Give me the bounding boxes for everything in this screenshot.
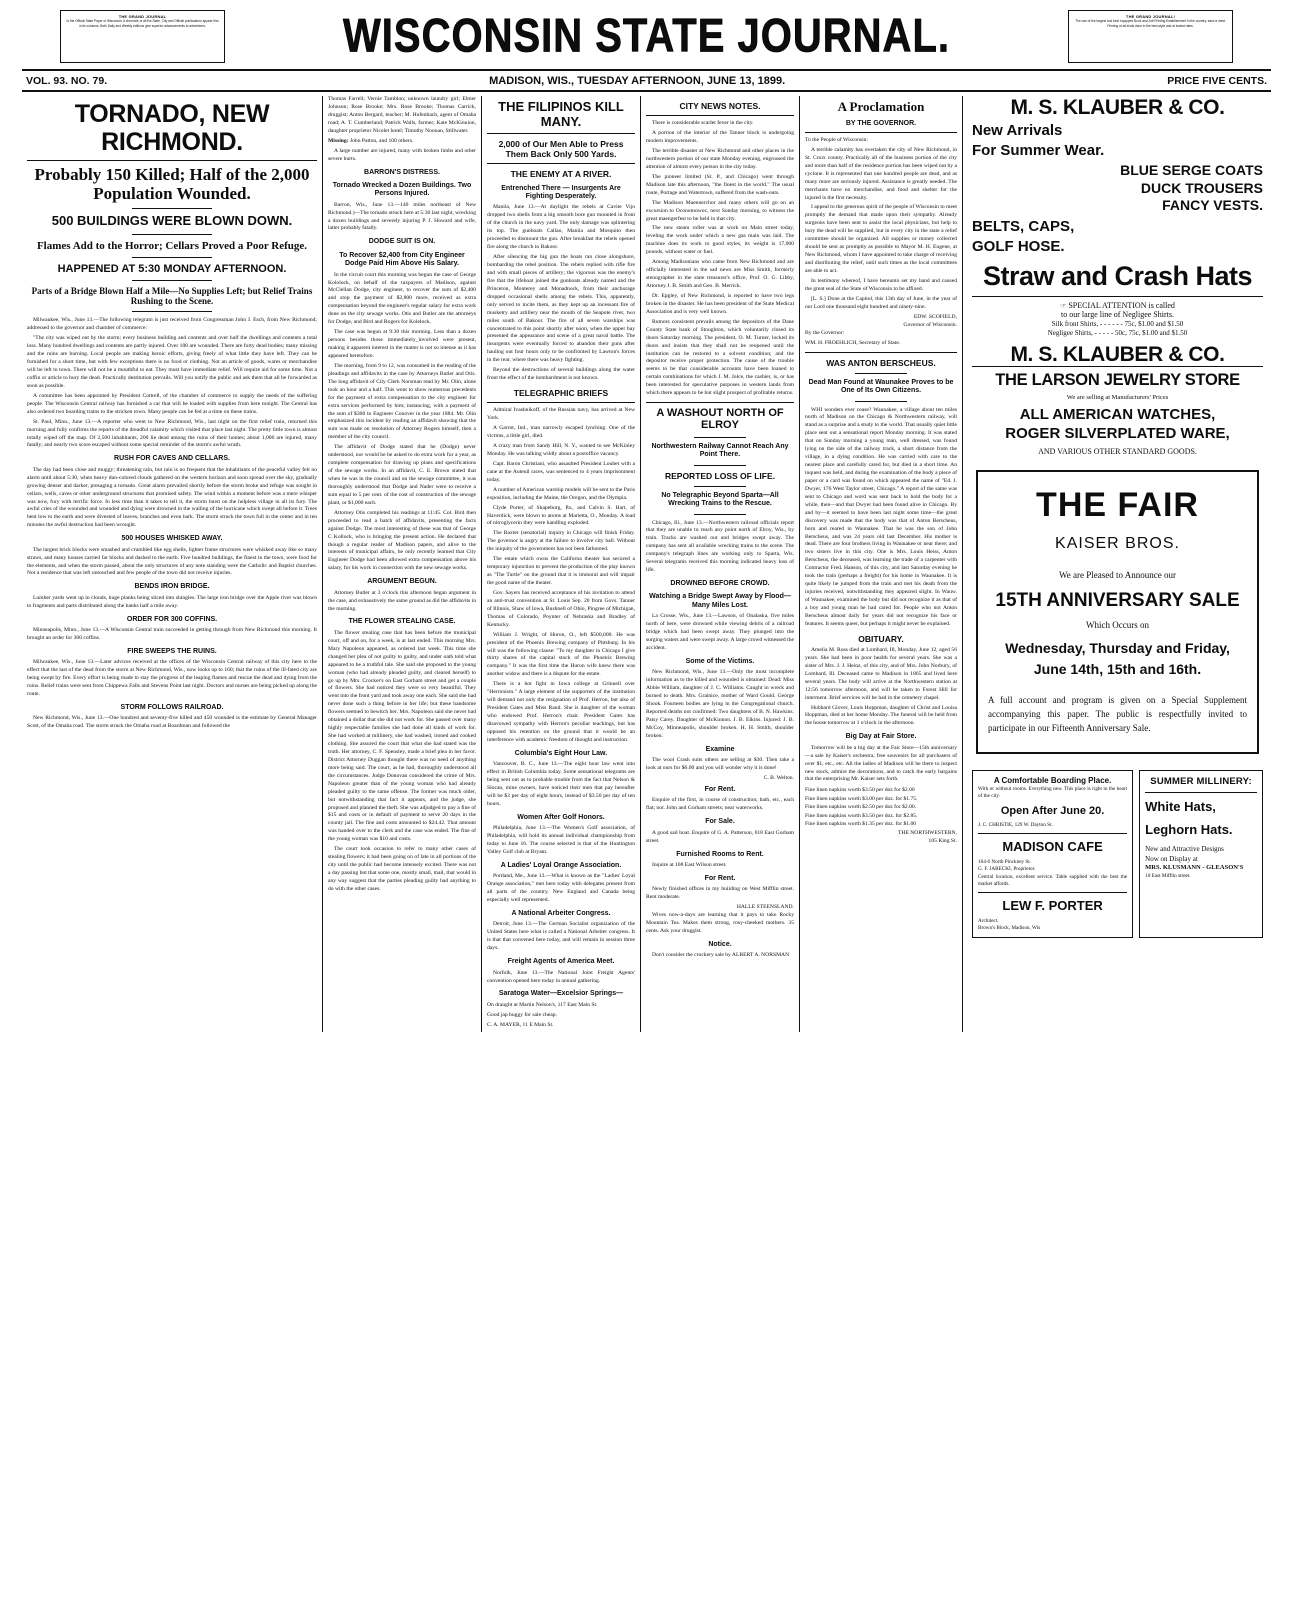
subhead-orange-association: A Ladies' Loyal Orange Association. [500,861,622,869]
subhead-dodge-sub: To Recover $2,400 from City Engineer Dodge Paid Him Above His Salary. [339,251,465,268]
porter-address: Brown's Block, Madison, Wis [978,925,1041,932]
paragraph: The day had been close and muggy; threatening rain, but rain is no frequent that the inhabitants of the peaceful valley felt no alarm until about 5:30, when heavy dun-colored clouds gathered on the western horizon and soon spread over the sky, gradually growing denser and darker, presaging a tornado. Great alarm prevailed shortly before the storm broke and refuge was sought in cellars, wells, caves or other underground structures that promised safety. The wind within a moment before was a mere whisper was now, fury with terrific force. In less time than it takes to tell it, the storm burst on the helpless village in all its fury. The awful cries of the wounded and wounded and dying were drowned in the wailing of the hurricane which swept all before it. Trees bent low to the earth and were divested of leaves, branches and even bark. The storm struck the town full in the center and in ten minutes the awful destruction had been wrought. [27,466,317,529]
paragraph: Attorney Butler at 3 o'clock this afternoon began argument in the case, and exhaustively the same ground as did the affidavits in the morning. [328,589,476,612]
paragraph: There is considerable scarlet fever in the city. [652,120,754,127]
paragraph: After silencing the big gun the boats ran close alongshore, bombarding the rebel position. The rebels replied with rifle fire and with small pieces of artillery; the vigorous was the enemy's fire that the lifeboat joined the gunboats already named and the Princeton, Monterey and Monadnock, from their anchorage dropped occasional shells among the rebels. This, apparently, only served to incite them, as they kept up an incessant fire of musketry and artillery near the mouth of the Seapote river, two miles south of Bakoor. The fire of all seven warships was concentrated to this point shortly after noon, when the upper bay presented the appearance and scene of a great naval battle. The insurgents were eventually forced to abandon their guns after hauling out four hours only to be confronted by Lawton's forces in the rear, where there was heavy fighting. [487,254,635,364]
paragraph: The wool Crash suits others are selling at $30. Then take a look at ours for $6.00 and you will wonder why it is done! [646,757,794,772]
paragraph: New Richmond, Wis., June 13.—One hundred and seventy-five killed and 450 wounded is the estimate by General Manager Scott, of the Omaha road. The storm struck the Omaha road at Boardman and followed the [27,715,317,730]
boarding-body: With or without rooms. Everything new. This place is right in the heart of the city. [978,786,1128,800]
paragraph: St. Paul, Minn., June 13.—A reporter who went to New Richmond, Wis., last night on the first relief train, returned this morning and fully confirms the reports of the dreadful calamity which visited that place last night. The pretty little town is almost totally wiped off the map. Of 2,500 inhabitants, 200 lie dead among the ruins of their homes; about 1,000 are injured, many fatally; and nearly two score escaped without some special reminder of the storm's awful wrath. [27,418,317,449]
paragraph: Amelia M. Ross died at Lombard, Ill, Monday, June 12, aged 56 years. She had been in poor health for several years. She was a sister of Mrs. J. J. Heinz, of this city, and of Mrs. John Norbury, of Lombard, Ill. Deceased came to Madison in 1865 and lived here several years. The body will arrive at the Northwestern station at 12:56 tomorrow afternoon, and will be taken to Forest Hill for interment. Brief services will be had in the cemetery chapel. [805,646,957,701]
masthead-right-box-title: THE GRAND JOURNAL! [1125,14,1176,19]
paragraph: The terrible disaster at New Richmond and other places in the northwestern portion of our state Monday evening, engrossed the attention of almost every person in the city today. [646,148,794,170]
paragraph: A good sail boat. Enquire of G. A. Patterson, 618 East Gorham street. [646,829,794,844]
napkin-price-list [805,786,957,828]
paragraph: Attorney Otis completed his readings at 11:45. Col. Bird then proceeded to read a batch of affidavits, presenting the facts against Dodge. The most interesting of these was that of George C Kollock, who is bringing the present action. He declared that though a regular reader of Madison papers, and alive to the interests of municipal affairs, he only recently learned that City Engineer Dodge had been allowed extra compensation above his salary, for his work in connection with the new sewage works. [328,509,476,572]
proclamation-head: A Proclamation [837,99,925,114]
proclamation-signature: EDW. SCOFIELD, [913,313,957,320]
filipinos-deck: 2,000 of Our Men Able to Press Them Back Only 500 Yards. [498,139,624,160]
subhead-saratoga-water: Saratoga Water—Excelsior Springs— [498,990,624,998]
paragraph: Hubbard Glover, Louis Hoppman, daughter of Christ and Louisa Hoppman, died at her home Monday. The funeral will be held from the house tomorrow at 1 o'clock in the afternoon. [805,704,957,727]
price-item: Fine linen napkins worth $3.50 per doz. for $2.85. [805,812,918,819]
paragraph: Admiral Ivashnikoff, of the Russian navy, has arrived at New York. [487,407,635,422]
paragraph: A terrible calamity has overtaken the city of New Richmond, in St. Croix county. Practically all of the business portion of the city and more than half of the residence portion has been wiped out by a cyclone. It is represented that one hundred people are dead, and as many more are seriously injured. Assistance is greatly needed. The merchants have no merchandise, and food and shelter for the injured is the first necessity. [805,146,957,201]
price-item: Fine linen napkins worth $1.35 per doz. for $1.00 [805,820,917,827]
notice-head: Notice. [708,940,732,948]
lead-deck-2: 500 BUILDINGS WERE BLOWN DOWN. [51,213,293,229]
paragraph: The flower stealing case that has been before the municipal court, off and on, for a week, is at last ended. This morning Mrs. Mary Napoleon appeared, as ordered last week. This time she changed her plea of not guilty to guilty, and under oath told what appeared to be a truthful tale. She said she proposed to the young woman (who had already pleaded guilty, and cleared herself) to go up by Mrs. Crocker's on East Gorham street and get a couple of flowers. She had noticed they were so very beautiful. They went into the front yard and took away one each. She said she had never done such a thing before in her life; but these handsome flowers seemed to bewitch her. Mrs. Napoleon said she never had obtained a dollar that she did not work for. She passed over many highly respectable families she had done all kinds of work for. She had worked at millinery, she had washed, ironed and cooked clothing. She assured the court that what she had stated was the truth. Her attorney, C. F. Spensley, made a brief plea in her favor. District Attorney Duggan thought there was no need of anything more being said. The court, as he had, thoroughly understood all the circumstances. Judge Donovan considered the crime of Mrs. Napoleon greater than of the young woman who had already pleaded guilty to the same offense. The former was much older, but notwithstanding that fact it appears, and the judge, she proposed and planned the theft. She was adjudged to pay a fine of $15 and costs or in default of payment to serve 20 days in the county jail. The fine and costs amounted to $24.42. That amount was handed over to the clerk and the case was ended. The fine of the young woman was $10 and costs. [328,629,476,843]
madison-cafe-proprietor: G. F. JARECKI, Proprietor. [978,866,1036,873]
paragraph: WHI wonders ever cease? Waunakee, a village about ten miles north of Madison on the Chicago & Northwestern railway, will stand as a surprise and a study to the world. That usually quiet little place sent out a sensational report Monday morning. It was stated that on Sunday morning a young man, well dressed, was found lying on the side of the railway track, a short distance from the village, in a dying condition. He was carried with care to the nearest place and carefully cared for, but died in a short time. An inquest was held, and during the examination of the body a piece of paper or a card was found on which appeared the name of "Ed. J. Dwyer, 176 West Taylor street, Chicago." A report of the same was sent to Chicago and word was sent back to hold the body for a while, then—and that Dwyer had been found alive in Chicago. By and by—it seemed to have been last night some time—the great discovery was made that the body was that of Anton Berscheus, born and reared in Waunakee. That he was the son of John Berscheus, and was 24 years old last December. His mother is dead. There are four brothers living in Waunakee or near there; and two sisters live in this city. One is Mrs. Louis Heiss, Anton Berscheus, the deceased, was learning the trade of a carpenter with Contractor Fred. Hanson, of this city, and last Saturday evening he took the train (perhaps a freight) for his home in Waunakee. It is quite likely he jumped from the train and met his death from the injuries received, notwithstanding they appeared slight. In Wauw. of Waunakee, examined the body but did not recognize it as that of a boy and young man he had cared for. People who not Anton Berscheus almost daily for years did not recognize his face or features. It seems queer, but perhaps it might never be explained. [805,406,957,627]
ad-larson-jewelry[interactable] [972,366,1263,460]
berscheus-sub: Dead Man Found at Waunakee Proves to be One of Its Own Citizens. [808,378,954,395]
paragraph: Among Madisonians who came from New Richmond and are officially interested in the sad news are Miss Smith, formerly stenographer in the state treasurer's office, Prof. O. G. Libby, Attorney J. B. Smith and Geo. B. Merrick. [646,259,794,289]
paragraph: Wives now-a-days are learning that it pays to take Rocky Mountain Tea. Makes them strong, rosy-cheeked mothers. 35 cents. Ask your druggist. [646,912,794,935]
klauber-straw-hats: Straw and Crash Hats [982,260,1253,291]
larson-brand: THE LARSON JEWELRY STORE [995,370,1240,389]
paragraph: Beyond the destructions of several buildings along the water front the effect of the bombardment is not known. [487,367,635,382]
northwestern-address: 105 King St. [928,838,957,845]
paragraph: In the circuit court this morning was begun the case of George Kololock, on behalf of the taxpayers of Madison, against McClellan Dodge, city engineer, to recover the sum of $2,400 and stop the payment of $2,800 more, received as extra compensation beyond the engineer's regular salary for extra work done on the city sewage works. Otis and Butler are the attorneys for Dodge, and Bird and Rogers for Kolelock. [328,271,476,326]
examine-head: Examine [705,745,735,753]
boarding-open: Open After June 20. [1000,804,1105,817]
millinery-head: SUMMER MILLINERY: [1150,776,1252,787]
klauber-brand-2: M. S. KLAUBER & CO. [1010,342,1225,366]
paragraph: Gov. Sayers has received acceptance of his invitation to attend an anti-trust convention at St. Louis Sep. 20 from Govs. Tanner of Illinois, Shaw of Iowa, Bushnell of Ohio, Pingree of Michigan, Thomas of Colorado, Poynter of Nebraska and Bradley of Kentucky. [487,589,635,628]
lead-deck-5: Parts of a Bridge Blown Half a Mile—No Supplies Left; but Relief Trains Rushing to the Scene. [31,286,313,307]
subhead-freight-agents: Freight Agents of America Meet. [507,958,615,966]
paragraph: William J. Wright, of Huron, O., left $500,000. He was president of the Phoenix Brewing company of Pittsburg. In his will was the following clause: "To my daughter in Chicago I give thirty shares of the capital stock of the Phoenix Brewing company." It was the first time the Huron wife knew there was another widow and there is a dispute for the estate. [487,631,635,678]
paragraph: Barron, Wis., June 13.—140 miles northeast of New Richmond.)—The tornado struck here at 5:30 last night, wrecking a dozen buildings and severely injuring P. J. Howard and wife, latter probably fatally. [328,201,476,232]
loss-of-life-sub: No Telegraphic Beyond Sparta—All Wrecking Trains to the Rescue. [661,491,779,508]
madison-cafe-brand: MADISON CAFE [1002,839,1103,855]
klauber-price-negligee: Negligee Shirts, - - - - - 50c, 75c, $1.00 and $1.50 [1047,328,1188,337]
city-news-notes-head: CITY NEWS NOTES. [679,101,761,111]
ad-klauber[interactable] [972,96,1263,366]
paragraph: Enquire of the first, in course of construction; bath, etc., each flat; nor. John and Gorham streets; near waterworks. [646,797,794,812]
boarding-head: A Comfortable Boarding Place. [993,776,1112,785]
masthead [0,0,1293,92]
masthead-info [0,71,1293,90]
paragraph: Lumber yards went up in clouds, huge planks being sliced into shingles. The large iron bridge over the Apple river was blown to fragments and parts distributed along the banks half a mile away. [27,594,317,609]
paragraph: Don't consider the crockery sale by ALBERT A. NORSMAN [652,952,790,959]
proclamation-signature-title: Governor of Wisconsin. [903,321,957,328]
paragraph: Chicago, Ill., June 13.—Northwestern railroad officials report that they are unable to reach any point north of Elroy, Wis., by train. Tracks are washed out and bridges swept away. The company has sent all available wrecking trains to the scene. The company's telegraph lines are working only to Sparta, Wis. Several telegrams received this morning indicated heavy loss of life. [646,519,794,574]
paragraph: I appeal to the generous spirit of the people of Wisconsin to meet promptly the demand that made upon their sympathy. Already surgeons have been sent to assist the local physicians, but help to bury the dead will be supplied, but in every city in the state a relief committee should be organized. All supplies or money collected should be sent as promptly as possible to Mayor M. H. Eugene, at New Richmond, whom I have appointed to take charge of receiving and distributing the relief, until such times as the local committees are able to act. [805,204,957,274]
column-6-advertising [962,96,1268,1032]
lead-deck-4: HAPPENED AT 5:30 MONDAY AFTERNOON. [57,262,287,275]
paragraph: A number of American warship models will be sent to the Paris exposition, including the Maine, the Oregon, and the Olympia. [487,486,635,501]
subhead-dodge: DODGE SUIT IS ON. [368,238,436,246]
larson-sub: We are selling at Manufacturers' Prices [1066,393,1169,401]
millinery-body-2: Now on Display at [1145,854,1198,863]
paragraph: Newly finished offices in my building on West Mifflin street. Rent moderate. [646,886,794,901]
columns-container [0,92,1293,1032]
paragraph: A portion of the interior of the Tanner block is undergoing modern improvements. [646,130,794,145]
column-3 [481,96,640,1032]
paragraph: On draught at Martin Nelson's, 117 East Main St. [487,1001,598,1008]
classified-buggy-sig: C. A. MAYER, 11 E Main St. [487,1021,554,1028]
porter-brand: LEW F. PORTER [1002,897,1103,913]
attention-text: SPECIAL ATTENTION is called [1068,300,1175,310]
paragraph: The case was begun at 9:30 this morning. Less than a dozen persons besides those immediately_involved were present, making it apparent interest in the matter is not so intense as it has appeared heretofore. [328,329,476,359]
paragraph: Dr. Epgley, of New Richmond, is reported to have two legs broken in the disaster. He has been president of the State Medical Association and is very well known. [646,292,794,315]
fair-kaiser-bros: KAISER BROS. [1055,534,1180,552]
paragraph: Vancouver, B. C., June 13.—The eight hour law went into effect in British Columbia today. Some sensational telegrams are being sent out as to probable trouble from the fact that Nelson & Slocan, mine owners, have noticed their men that pay hereafter will be $3 per day of eight hours, instead of $3.50 per day of ten hours. [487,761,635,807]
masthead-divider-2 [22,90,1271,92]
berscheus-head: WAS ANTON BERSCHEUS. [826,357,936,368]
proclamation-countersign: WM. H. FROEHLICH, Secretary of State. [805,339,901,346]
masthead-left-box-title: THE GRAND JOURNAL [118,14,167,19]
obituary-head: OBITUARY. [858,633,904,644]
paragraph: Detroit, June 13.—The German Socialist organization of the United States here what is called a National Arbeiter congress. It is that that convened here today, and will remain in session three days. [487,921,635,952]
pointing-hand-icon: ☞ [1060,302,1067,310]
klauber-goods-left-2: GOLF HOSE. [972,237,1065,255]
fair-sale-title: 15TH ANNIVERSARY SALE [995,590,1240,612]
loss-of-life-head: REPORTED LOSS OF LIFE. [664,470,776,481]
klauber-line-1: New Arrivals [972,122,1063,140]
klauber-attention [972,301,1263,310]
madison-cafe-address: 104-6 North Pinckney St. [978,859,1032,866]
paragraph: Capt. Baron Christiani, who assaulted President Loubet with a cane at the Auteuil races, was sentenced to 4 years imprisonment today. [487,460,635,483]
subhead-telegraphic-briefs: TELEGRAPHIC BRIEFS [513,388,609,399]
millinery-leghorn-hats: Leghorn Hats. [1145,822,1233,838]
paragraph: The new steam roller was at work on Main street today, leveling the work under which a new gas main was laid. The machine does its work to good styles, its weight is 17,000 pounds, without water or fuel. [646,225,794,256]
masthead-left-box-text: Is the Official State Paper of Wisconsin. A chronicle of all the State, City and Official publications appear first in its columns. Both Daily and Weekly editions give superior advancements to advertisers. [66,19,219,28]
larson-watches: ALL AMERICAN WATCHES, [1019,405,1216,423]
subhead-golf-honors: Women After Golf Honors. [517,813,605,821]
millinery-sig: MRS. KLUSMANN - GLEASON'S [1145,864,1244,872]
masthead-right-box [1068,10,1233,63]
proclamation-address: To the People of Wisconsin: [805,136,868,143]
fair-store-head: Big Day at Fair Store. [845,733,917,741]
page-title: WISCONSIN STATE JOURNAL. [343,9,950,62]
paragraph: In testimony whereof, I have hereunto set my hand and caused the great seal of the State of Wisconsin to be affixed. [805,277,957,292]
missing-list [328,138,476,146]
price-item: Fine linen napkins worth $3.50 per doz for $2.00 [805,787,915,794]
klauber-price-silk: Silk front Shirts, - - - - - - 75c, $1.00 and $1.50 [1051,319,1184,328]
subhead-flower-case: THE FLOWER STEALING CASE. [348,618,456,626]
issue-price: PRICE FIVE CENTS. [1167,75,1267,87]
for-rent-head: For Rent. [704,786,736,794]
paragraph: New Richmond, Wis., June 13.—Only the most incomplete information as to the killed and wounded is obtained: Dead: Miss Abbie William, daughter of J. C. Williams. Caught in wreck and burned to death. Mrs. Grainice, mother of Ward Gould. George Shook. Fourteen bodies are lying in the Congregational church. Reported deaths not confirmed: Two daughters of B. N. Hawkins. Patsy Carey. Daughter of McKinnon. J. B. Elkins. Injured: J. B. McCoy, Minneapolis, shoulder broken. H. H. Smith, shoulder broken. [646,669,794,739]
paragraph: Milwaukee, Wis., June 13.—The following telegram is just received from Congressman John J. Esch, from New Richmond; addressed to the governor and chamber of commerce: [27,317,317,332]
paragraph: There is a hot fight in Iowa college at Grinnell over "Herronism." A large element of the supporters of the institution will demand not only the resignation of Prof. Herron, but also of President Gates and Miss Rand. She is daughter of the woman who endowed Prof. Herron's chair. President Gates has disavowed sympathy with Herron's peculiar teachings, but has opposed his retention on the ground that it would be an interference with academic freedom of thought and instruction. [487,681,635,743]
klauber-brand: M. S. KLAUBER & CO. [1010,96,1225,119]
paragraph: A committee has been appointed by President Cottrell, of the chamber of commerce to supply the needs of the suffering people. The Wisconsin Central railway has furnished a car that will be loaded with supplies from here tonight. The Central has also ordered two boarding trains to the stricken town. Many people can be fed at a time on these trains. [27,392,317,415]
klauber-attention-2: to our large line of Negligee Shirts. [1061,309,1174,319]
fair-body: A full account and program is given on a Special Supplement accompanying this paper. The public is respectfully invited to participate in our Fifteenth Anniversary Sale. [988,695,1247,734]
missing-label: Missing: [328,137,349,144]
subhead-barron-sub: Tornado Wrecked a Dozen Buildings. Two Persons Injured. [332,181,472,198]
paragraph: The affidavit of Dodge stated that he (Dodge) never understood, nor would he be asked to do extra work for a year, as complete compensation for drawing up plans and specifications of the sewage works. In an affidavit, C. E. Brown stated that when he was in the council and on the sewage committee, it was thoroughly understood that Dodge and Nader were to receive a sum equal to 5 per cent. of the cost of construction of the sewage plant, or $1,000 each. [328,444,476,506]
lead-deck-1: Probably 150 Killed; Half of the 2,000 Population Wounded. [34,165,310,204]
millinery-white-hats: White Hats, [1145,799,1216,815]
paragraph: Norfolk, June 13.—The National Joint Freight Agents' convention opened here today in annual gathering. [487,969,635,984]
paragraph: The Madison Maennerchor and many others will go on an excursion to Oconomowoc, next Sunday morning, to witness the great maengerfest to be held in that city. [646,199,794,222]
issue-date: MADISON, WIS., TUESDAY AFTERNOON, JUNE 13, 1899. [489,75,786,87]
paragraph: Philadelphia, June 13.—The Women's Golf association, of Philadelphia, will hold its annual individual championship from today to June 16. The course selected is that of the Huntington Valley Golf club at Bryant. [487,825,635,855]
drowned-sub: Watching a Bridge Swept Away by Flood—Many Miles Lost. [649,593,791,609]
missing-names: John Patton, and 100 others. [349,137,414,144]
paragraph: Milwaukee, Wis., June 13.—Later advices received at the offices of the Wisconsin Central railway of this city here to the effect that the last of the dead from the storm at New Richmond, Wis., now looks up to 160; that the ruins of the ill-fated city are being swept by fire. Every effort is being made to stay the progress of the leaping flames and rescue the dead and dying from the ruins. Relief trains were sent from Chippewa Falls and Stevens Point last night. Doctors and nurses are being picked up along the route. [27,659,317,698]
goods-item: BLUE SERGE COATS [1120,162,1263,179]
fair-announce: We are Pleased to Announce our [1059,569,1176,580]
paragraph: A large number are injured, many with broken limbs and other severe hurts. [328,147,476,162]
masthead-right-box-text: The use of the largest and best equipped Book and Job Printing Establishment in the country, east or west. Printing of all kinds done in the best style and at lowest rates. [1075,19,1226,28]
for-rent-2-sig: HALLE STEENSLAND. [736,904,794,911]
subhead-enemy-river-sub: Entrenched There — Insurgents Are Fighting Desperately. [501,184,621,201]
ad-boarding-cafe-porter[interactable] [972,770,1133,938]
paragraph: A crazy man from Sandy Hill, N. Y., wanted to see McKinley Monday. He was talking wildly about a postoffice vacancy. [487,443,635,457]
fair-brand: THE FAIR [1036,485,1199,524]
paragraph: The largest brick blocks were smashed and crumbled like egg shells, lighter frame structures were whisked away like so many straws, and many houses carried far blocks and dashed to the earth. Five hundred buildings, the finest in the town, were food for the elements, and when the storm passed, about the only structures of any note standing were the Catholic and Baptist churches. Not a residence that was left untouched and few people of the town did not receive injuries. [27,546,317,577]
price-item: Fine linen napkins worth $3.00 per doz. for $1.75. [805,795,918,802]
subhead-storm: STORM FOLLOWS RAILROAD. [120,704,224,712]
subhead-houses: 500 HOUSES WHISKED AWAY. [121,535,223,543]
for-sale-head: For Sale. [705,818,735,826]
madison-cafe-body: Central location, excellent service. Table supplied with the best the market affords. [978,873,1128,887]
boarding-sig: J. C. CHRISTIE, 129 W. Dayton St. [978,821,1053,828]
paragraph: The morning, from 9 to 12, was consumed in the reading of the pleadings and affidavits in the case by Attorneys Butler and Otis. The long affidavit of City Clerk Norsman read by Mr. Olin, alone took an hour and a half. This went to show numerous precedents for the payment of extra compensation to the city engineer for extra services performed by him; instancing, with a payment of the sum of $300 to Engineer Conover in the year 1884. Mr. Olin emphasized this incident by reading an affidavit showing that the sum was made on resolution of Attorney Rogers himself, then a member of the city council. [328,362,476,441]
price-item: Fine linen napkins worth $2.50 per doz for $2.00. [805,804,917,811]
paragraph: Tomorrow will be a big day at the Fair Store—15th anniversary—a sale by Kaiser's orchestra; free souvenirs for all purchasers of over $1, etc., etc. All the ladies of Madison will be there to inspect new stock, admire the decorations, and to catch the early bargains that the enterprising Mr. Kaiser sets forth. [805,744,957,783]
victims-head: Some of the Victims. [685,657,755,665]
for-rent-2-head: For Rent. [704,874,736,882]
fair-dates: Wednesday, Thursday and Friday, June 14th, 15th and 16th. [1005,640,1230,678]
northwestern-sig: THE NORTHWESTERN, [897,830,957,837]
paragraph: La Crosse, Wis., June 13.—Lawson, of Onalaska, five miles north of here, were drowned while viewing debris of a railroad bridge which had been swept away. They plunged into the surging waters and were swept away. A large crowd witnessed the accident. [646,613,794,651]
ad-the-fair[interactable] [976,470,1259,754]
washout-deck: Northwestern Railway Cannot Reach Any Point There. [651,442,789,459]
washout-headline: A WASHOUT NORTH OF ELROY [656,407,784,432]
fair-which-occurs: Which Occurs on [1086,620,1149,631]
paragraph: Portland, Me., June 13.—What is known as the "Ladies' Loyal Orange association," met here today with delegates present from all parts of the country. New England and Canada being especially well represented. [487,873,635,904]
subhead-caves: RUSH FOR CAVES AND CELLARS. [114,455,230,463]
classified-buggy: Good jap buggy for sale cheap. [487,1011,557,1018]
paragraph: The court took occasion to refer to many other cases of stealing flowers; it had been going on of late in all portions of the city until the public had become intensely excited. There was not a day passing but that some one, mostly small, mail, that would in any way suggest that the parties pleading guilty had anything to do with the other cases. [328,846,476,892]
ad-summer-millinery[interactable] [1139,770,1263,938]
subhead-eight-hour-law: Columbia's Eight Hour Law. [514,749,608,757]
column-4 [640,96,799,1032]
paragraph: A Garrot, Ind., man narrowly escaped lynching. One of the victims, a little girl, died. [487,425,635,440]
subhead-enemy-river: THE ENEMY AT A RIVER. [510,169,612,180]
furnished-rooms-head: Furnished Rooms to Rent. [676,850,764,858]
volume-number: VOL. 93. NO. 79. [26,75,108,87]
paragraph: The pioneer limited (St. P., and Chicago) went through Madison late this afternoon, "the finest in the world." The usual route, Portage and Watertown, suffered from the wash-outs. [646,173,794,196]
drowned-head: DROWNED BEFORE CROWD. [670,580,770,588]
victim-list: Thomas Farrell; Vernie Tamblon; unknown laundry girl; Elmer Johnson; Rose Brooke; Mrs. Rose Brooke; Thomas Carrick, druggist; Anton Bergard, teacher; M. Hufenbach, agent of Omaha road; A. T. Cumberland; Patrick Walls, farmer; Kate McKinnion, daughter proprietor Nicolet hotel; Timothy Noonan, Stillwater. [328,96,476,134]
larson-other-goods: AND VARIOUS OTHER STANDARD GOODS. [1038,446,1197,456]
paragraph: Manila, June 13.—At daylight the rebels at Cavite Vijo dropped two shells from a big smooth bore gun mounted in front of the church in the navy yard. The only damage was splintering its top. The gunboats Callao, Maniia and Mosquito then proceeded to dismount the gun. After breakfast the rebels opened fire along the church to Bakoor. [487,204,635,251]
paragraph: The Baxter (senatorial) inquiry in Chicago will finish Friday. The governor is angry at the failure to involve city hall. Without the iniquity of the government has not been fathomed. [487,530,635,553]
millinery-address: 10 East Mifflin street. [1145,873,1191,880]
lead-headline: TORNADO, NEW RICHMOND. [74,100,270,156]
proclamation-countersign-label: By the Governor: [805,329,845,336]
goods-item: DUCK TROUSERS [1140,179,1263,196]
paragraph: Clyde Porter, of Shapeburg, Pa., and Calvin S. Hart, of Haverdick, were blown to atoms at Marietta, O., Monday. A load of nitroglycerin they were handling exploded. [487,504,635,527]
paragraph: Rumors consistent prevails among the depositors of the Dane County State bank of Stoughton, which voluntarily closed its doors Saturday morning. The president, O. M. Turner, locked its doors and insists that they shall not be reopened until the institution can be restored to a solvent condition; and the depositor receive proper protection. The cause of the trouble seems to be that considerable accounts have been loaned to certain combinations for which J. M. Jolce, the cashier, is, or has been interested for speculative purposes in western lands from which there appears to be but slight prospect of profitable returns. [646,318,794,397]
column-2 [322,96,481,1032]
column-5 [799,96,962,1032]
column-1 [22,96,322,1032]
porter-title: Architect. [978,918,999,925]
masthead-left-box [60,10,225,63]
klauber-goods-right [972,162,1263,215]
examine-sig: C. B. Welton. [763,775,794,782]
paragraph: "The city was wiped out by the storm; every business building and contents and over half the dwellings and contents a total loss. Many hundred dwellings and contents are partly injured. Over 100 are wounded. There are forty dead bodies; many missing and the ruins are burning. Local people are making heroic efforts, giving freely of what little they have left. They can be furnished for a short time, but with few exceptions there is no food or clothing. Not an article of goods, wares or merchandise will be left to town. There will not be a mouthful to eat. They must have immediate relief. Will require aid for some time. Not a coffin or article to bury the dead. Practically destitution prevails. Will you notify the public and ask them that all be forwarded as soon as possible. [27,335,317,389]
proclamation-date: [L. S.] Done at the Capitol, this 13th day of June, in the year of our Lord one thousand eight hundred and ninety-nine. [805,295,957,310]
subhead-bends: BENDS IRON BRIDGE. [134,583,210,591]
klauber-goods-left-1: BELTS, CAPS, [972,217,1075,235]
goods-item: FANCY VESTS. [1162,197,1263,214]
bottom-ads-row [972,764,1263,938]
subhead-order: ORDER FOR 300 COFFINS. [126,615,218,623]
subhead-argument: ARGUMENT BEGUN. [367,578,437,586]
klauber-line-2: For Summer Wear. [972,142,1105,160]
subhead-fire: FIRE SWEEPS THE RUINS. [127,647,217,655]
millinery-body-1: New and Attractive Designs [1145,845,1224,854]
filipinos-headline: THE FILIPINOS KILL MANY. [498,99,624,129]
lead-deck-3: Flames Add to the Horror; Cellars Proved a Poor Refuge. [36,239,308,252]
paragraph: Inquire at 108 East Wilson street. [652,861,727,868]
proclamation-by: BY THE GOVERNOR. [845,119,917,127]
larson-silverware: ROGER SILVERPLATED WARE, [1005,425,1230,443]
paragraph: Minneapolis, Minn., June 13.—A Wisconsin Central train succeeded in getting through from New Richmond this morning. It brought an order for 300 coffins. [27,627,317,642]
paragraph: The estate which owns the Californa theater has secured a temporary injunction to prevent the production of the play known as "The Turtle" on the ground that it is immoral and will impair the good name of the theater. [487,556,635,586]
subhead-arbeiter-congress: A National Arbeiter Congress. [511,910,611,918]
subhead-barron: BARRON'S DISTRESS. [364,168,440,176]
